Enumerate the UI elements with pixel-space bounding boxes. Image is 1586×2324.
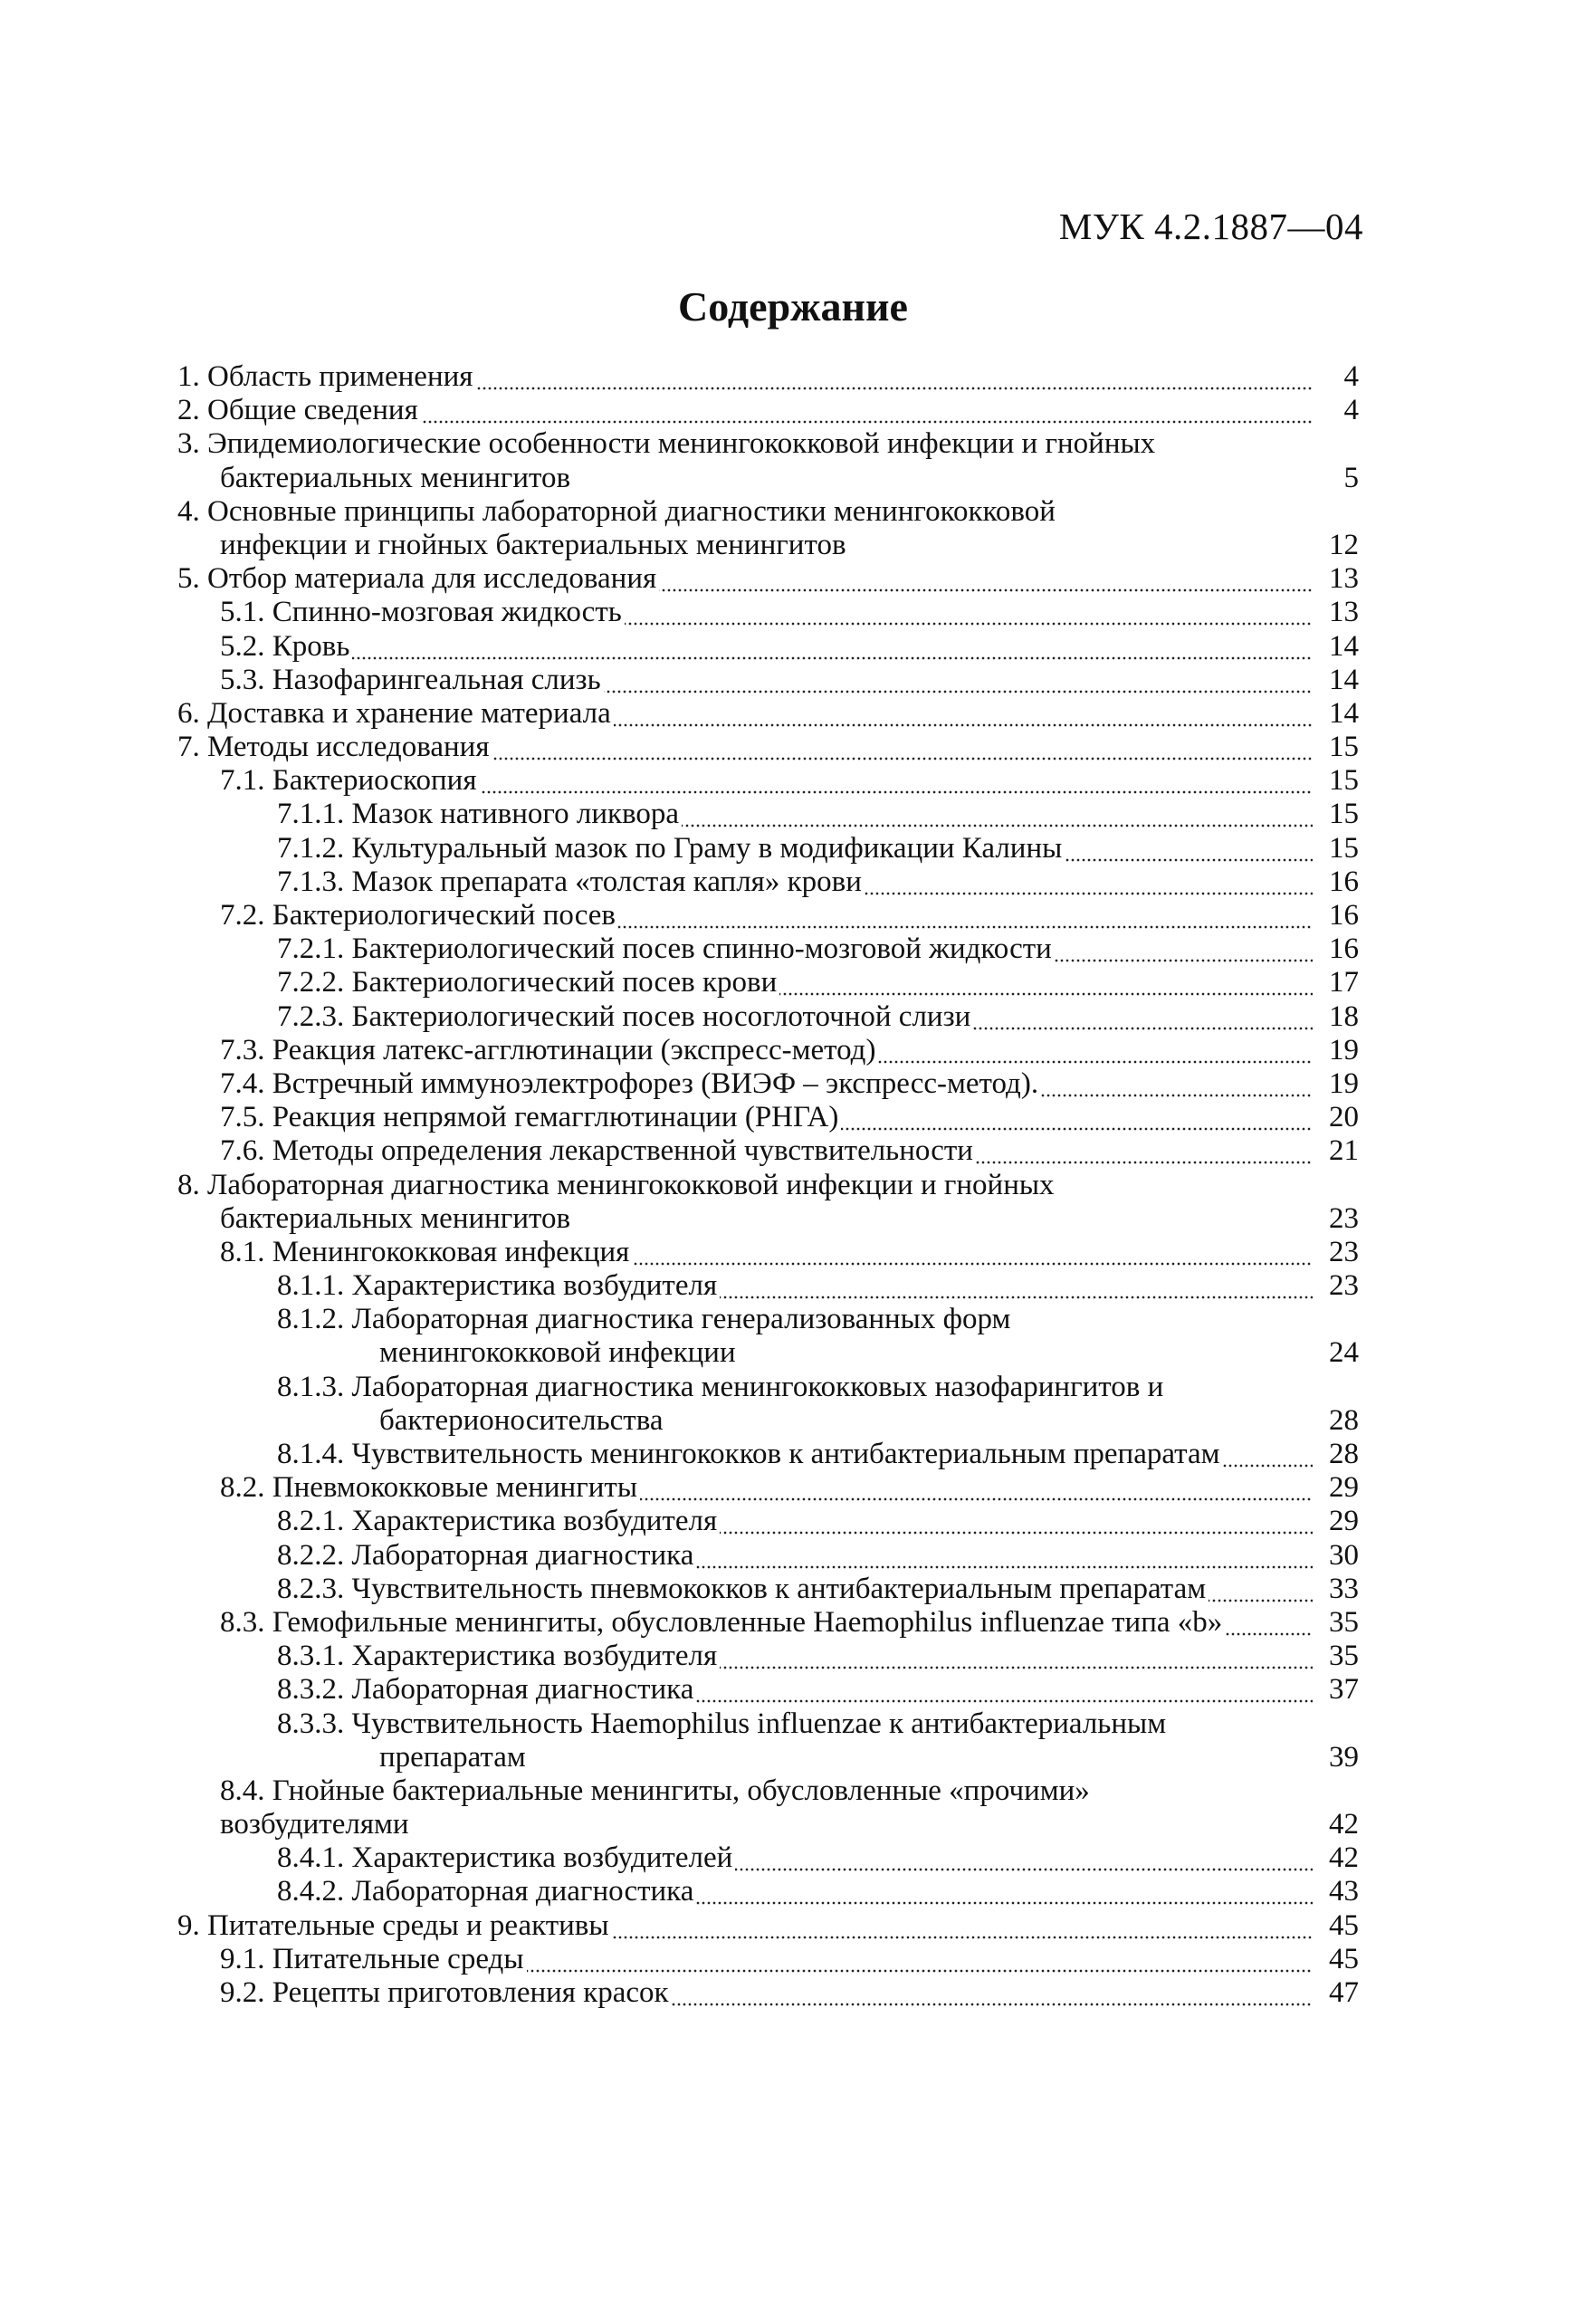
toc-entry-text: 8.1.1. Характеристика возбудителя bbox=[277, 1269, 720, 1302]
toc-entry-text: 5.2. Кровь bbox=[220, 630, 352, 663]
toc-entry-text: 5. Отбор материала для исследования bbox=[177, 562, 659, 595]
toc-entry-page: 18 bbox=[1329, 999, 1359, 1033]
toc-entry-page: 43 bbox=[1329, 1875, 1359, 1908]
toc-entry-text: 8.1. Менингококковая инфекция bbox=[220, 1236, 632, 1268]
toc-entry-label bbox=[220, 664, 1313, 697]
toc-entry-text: бактерионосительства bbox=[379, 1404, 666, 1437]
toc-entry-text: 5.1. Спинно-мозговая жидкость bbox=[220, 596, 625, 628]
toc-entry-page: 14 bbox=[1329, 629, 1359, 663]
toc-entry-text: 8.4.1. Характеристика возбудителей bbox=[277, 1841, 735, 1874]
toc-entry-text: 7.1.2. Культуральный мазок по Граму в модификации Калины bbox=[277, 832, 1065, 865]
toc-entry-label bbox=[277, 1673, 1313, 1707]
toc-entry-text: 2. Общие сведения bbox=[177, 394, 421, 426]
toc-entry-page: 24 bbox=[1329, 1336, 1359, 1370]
toc-entry-label bbox=[220, 1976, 1313, 2010]
toc-entry-page: 47 bbox=[1329, 1976, 1359, 2009]
toc-entry-label bbox=[177, 394, 1313, 427]
toc-entry-page: 13 bbox=[1329, 562, 1359, 596]
toc-entry-text: 8.4.2. Лабораторная диагностика bbox=[277, 1875, 696, 1908]
toc-entry bbox=[0, 1034, 1586, 1067]
toc-entry-label bbox=[277, 1640, 1313, 1673]
toc-entry-text: 7.4. Встречный иммуноэлектрофорез (ВИЭФ – экспресс-метод). bbox=[220, 1067, 1041, 1100]
toc-entry bbox=[0, 832, 1586, 866]
toc-entry-label bbox=[277, 1573, 1313, 1606]
toc-entry-page: 5 bbox=[1343, 461, 1359, 494]
toc-entry bbox=[0, 1134, 1586, 1168]
toc-entry-text: 7.1.1. Мазок нативного ликвора bbox=[277, 798, 682, 830]
toc-entry-page: 14 bbox=[1329, 663, 1359, 696]
toc-entry bbox=[0, 1573, 1586, 1606]
toc-entry-label bbox=[220, 1067, 1313, 1101]
toc-entry-text: 9. Питательные среды и реактивы bbox=[177, 1909, 612, 1942]
toc-entry bbox=[0, 932, 1586, 966]
toc-entry bbox=[0, 1336, 1586, 1370]
toc-entry bbox=[0, 1371, 1586, 1404]
toc-entry bbox=[0, 495, 1586, 529]
toc-entry bbox=[0, 1101, 1586, 1134]
toc-entry-text: 4. Основные принципы лабораторной диагностики менингококковой bbox=[177, 495, 1058, 528]
toc-entry-label bbox=[277, 966, 1313, 999]
toc-entry-text: 8.3. Гемофильные менингиты, обусловленные Haemophilus influenzae типа «b» bbox=[220, 1606, 1225, 1639]
toc-entry-page: 23 bbox=[1329, 1269, 1359, 1303]
toc-entry-text: 8.2.2. Лабораторная диагностика bbox=[277, 1539, 696, 1572]
toc-entry-text: 8.3.1. Характеристика возбудителя bbox=[277, 1640, 720, 1672]
toc-entry-page: 4 bbox=[1343, 394, 1359, 427]
page-title: Содержание bbox=[678, 283, 908, 330]
toc-entry-label bbox=[177, 1169, 1057, 1202]
toc-entry-text: препаратам bbox=[379, 1741, 529, 1774]
toc-entry-label bbox=[277, 1269, 1313, 1303]
toc-entry-label bbox=[220, 630, 1313, 664]
toc-entry-label bbox=[177, 731, 1313, 764]
toc-entry-text: 3. Эпидемиологические особенности менингококковой инфекции и гнойных bbox=[177, 427, 1158, 460]
toc-entry-label bbox=[220, 1134, 1313, 1168]
toc-entry-page: 33 bbox=[1329, 1572, 1359, 1605]
toc-entry-page: 28 bbox=[1329, 1438, 1359, 1470]
toc-entry bbox=[0, 462, 1586, 495]
toc-entry bbox=[0, 697, 1586, 731]
toc-entry bbox=[0, 562, 1586, 596]
toc-entry-label bbox=[277, 1000, 1313, 1034]
toc-entry-text: менингококковой инфекции bbox=[379, 1336, 739, 1369]
toc-entry-text: 7.2.1. Бактериологический посев спинно-мозговой жидкости bbox=[277, 932, 1055, 965]
toc-entry-text: 5.3. Назофарингеальная слизь bbox=[220, 664, 604, 696]
toc-entry-page: 42 bbox=[1329, 1808, 1359, 1841]
toc-entry-label bbox=[177, 1909, 1313, 1943]
toc-entry-text: 8.3.3. Чувствительность Haemophilus influenzae к антибактериальным bbox=[277, 1707, 1169, 1740]
toc-entry-label bbox=[277, 1539, 1313, 1573]
toc-entry-label bbox=[177, 427, 1158, 461]
toc-entry-text: 7.2.3. Бактериологический посев носоглоточной слизи bbox=[277, 1000, 973, 1033]
toc-entry-page: 35 bbox=[1329, 1605, 1359, 1639]
toc-entry-page: 16 bbox=[1329, 865, 1359, 898]
toc-entry-page: 17 bbox=[1329, 966, 1359, 999]
toc-entry-text: 8.2.3. Чувствительность пневмококков к антибактериальным препаратам bbox=[277, 1573, 1209, 1605]
toc-entry bbox=[0, 1841, 1586, 1875]
toc-entry bbox=[0, 1539, 1586, 1573]
toc-entry-label bbox=[220, 529, 1313, 562]
toc-entry-page: 37 bbox=[1329, 1673, 1359, 1707]
toc-entry bbox=[0, 1741, 1586, 1774]
toc-entry-label bbox=[220, 1101, 1313, 1134]
toc-entry-text: 9.1. Питательные среды bbox=[220, 1943, 527, 1975]
toc-entry-page: 35 bbox=[1329, 1640, 1359, 1673]
toc-entry-text: 8.4. Гнойные бактериальные менингиты, обусловленные «прочими» bbox=[220, 1774, 1093, 1807]
toc-entry-page: 28 bbox=[1329, 1403, 1359, 1437]
toc-entry-text: 8.1.2. Лабораторная диагностика генерализованных форм bbox=[277, 1303, 1013, 1335]
toc-entry-page: 4 bbox=[1343, 360, 1359, 393]
toc-entry bbox=[0, 1673, 1586, 1707]
toc-entry-label bbox=[177, 360, 1313, 394]
toc-entry-page: 19 bbox=[1329, 1033, 1359, 1066]
toc-entry bbox=[0, 1471, 1586, 1505]
toc-entry bbox=[0, 1640, 1586, 1673]
toc-entry-label bbox=[220, 462, 1313, 495]
toc-entry-page: 16 bbox=[1329, 899, 1359, 932]
toc-entry-label bbox=[277, 932, 1313, 966]
toc-entry-label bbox=[277, 1371, 1166, 1404]
toc-entry-text: 8.1.4. Чувствительность менингококков к антибактериальным препаратам bbox=[277, 1438, 1223, 1470]
toc-entry-text: 7.1.3. Мазок препарата «толстая капля» крови bbox=[277, 866, 865, 898]
toc-entry bbox=[0, 764, 1586, 798]
toc-entry bbox=[0, 664, 1586, 697]
toc-entry bbox=[0, 596, 1586, 629]
document-code: МУК 4.2.1887—04 bbox=[1058, 206, 1363, 247]
toc-entry-page: 45 bbox=[1329, 1908, 1359, 1942]
toc-entry-page: 23 bbox=[1329, 1201, 1359, 1235]
toc-entry bbox=[0, 1606, 1586, 1640]
toc-entry bbox=[0, 1505, 1586, 1538]
toc-entry-text: 8.1.3. Лабораторная диагностика менингококковых назофарингитов и bbox=[277, 1371, 1166, 1403]
toc-entry-label bbox=[220, 1606, 1313, 1640]
toc-entry-label bbox=[220, 1034, 1313, 1067]
toc-entry-page: 21 bbox=[1329, 1134, 1359, 1168]
toc-entry bbox=[0, 529, 1586, 562]
toc-entry bbox=[0, 1438, 1586, 1471]
toc-entry-page: 29 bbox=[1329, 1505, 1359, 1538]
toc-entry-text: 7.5. Реакция непрямой гемагглютинации (РНГА) bbox=[220, 1101, 841, 1133]
toc-entry-text: 7.1. Бактериоскопия bbox=[220, 764, 480, 797]
toc-entry-label bbox=[277, 832, 1313, 866]
toc-entry-page: 30 bbox=[1329, 1538, 1359, 1572]
toc-entry bbox=[0, 1067, 1586, 1101]
toc-entry-text: 7.6. Методы определения лекарственной чувствительности bbox=[220, 1134, 976, 1167]
toc-entry-label bbox=[277, 1438, 1313, 1471]
toc-entry-label bbox=[177, 495, 1058, 529]
toc-entry bbox=[0, 427, 1586, 461]
toc-entry-page: 13 bbox=[1329, 596, 1359, 629]
toc-entry-page: 15 bbox=[1329, 798, 1359, 831]
toc-entry-page: 15 bbox=[1329, 731, 1359, 764]
toc-entry bbox=[0, 1808, 1586, 1841]
toc-entry-text: 1. Область применения bbox=[177, 360, 475, 393]
toc-entry-label bbox=[220, 899, 1313, 932]
toc-entry bbox=[0, 630, 1586, 664]
toc-entry bbox=[0, 1169, 1586, 1202]
toc-entry-label bbox=[379, 1336, 1313, 1370]
toc-entry-text: бактериальных менингитов bbox=[220, 462, 573, 494]
toc-entry bbox=[0, 1000, 1586, 1034]
toc-entry-page: 23 bbox=[1329, 1235, 1359, 1268]
toc-entry bbox=[0, 394, 1586, 427]
toc-entry-text: 8. Лабораторная диагностика менингококковой инфекции и гнойных bbox=[177, 1169, 1057, 1201]
toc-entry-text: 7.3. Реакция латекс-агглютинации (экспресс-метод) bbox=[220, 1034, 878, 1066]
toc-entry-label bbox=[277, 1505, 1313, 1538]
toc-entry-label bbox=[220, 1808, 1313, 1841]
toc-entry-text: 8.3.2. Лабораторная диагностика bbox=[277, 1673, 696, 1706]
toc-entry-label bbox=[220, 764, 1313, 798]
toc-entry-text: 7.2.2. Бактериологический посев крови bbox=[277, 966, 779, 999]
toc-entry-page: 42 bbox=[1329, 1841, 1359, 1875]
toc-entry-label bbox=[220, 1943, 1313, 1976]
toc-entry-text: бактериальных менингитов bbox=[220, 1202, 573, 1235]
toc-entry-label bbox=[379, 1404, 1313, 1438]
toc-entry-page: 12 bbox=[1329, 528, 1359, 561]
toc-entry bbox=[0, 1303, 1586, 1336]
toc-entry-label bbox=[277, 1707, 1169, 1741]
toc-entry-label bbox=[220, 1236, 1313, 1269]
toc-entry-text: 8.2. Пневмококковые менингиты bbox=[220, 1471, 640, 1504]
toc-entry-label bbox=[277, 866, 1313, 899]
toc-entry-label bbox=[220, 596, 1313, 629]
toc-entry bbox=[0, 1909, 1586, 1943]
toc-entry-label bbox=[177, 562, 1313, 596]
toc-entry-page: 14 bbox=[1329, 696, 1359, 730]
toc-entry-label bbox=[379, 1741, 1313, 1774]
toc-entry-page: 29 bbox=[1329, 1471, 1359, 1505]
toc-entry bbox=[0, 1404, 1586, 1438]
toc-entry-page: 20 bbox=[1329, 1101, 1359, 1134]
toc-entry bbox=[0, 1202, 1586, 1236]
toc-entry bbox=[0, 360, 1586, 394]
toc-entry-text: 6. Доставка и хранение материала bbox=[177, 697, 614, 730]
toc-entry-label bbox=[277, 1303, 1013, 1336]
toc-entry bbox=[0, 1236, 1586, 1269]
toc-entry bbox=[0, 731, 1586, 764]
table-of-contents bbox=[0, 360, 1586, 2010]
toc-entry-label bbox=[220, 1202, 1313, 1236]
toc-entry-page: 39 bbox=[1329, 1740, 1359, 1774]
toc-entry-label bbox=[177, 697, 1313, 731]
toc-entry-text: возбудителями bbox=[220, 1808, 412, 1841]
toc-entry-label bbox=[220, 1774, 1093, 1808]
toc-entry bbox=[0, 1774, 1586, 1808]
toc-entry-page: 15 bbox=[1329, 831, 1359, 865]
toc-entry-text: 8.2.1. Характеристика возбудителя bbox=[277, 1505, 720, 1537]
toc-entry-label bbox=[277, 1875, 1313, 1908]
toc-entry-page: 15 bbox=[1329, 764, 1359, 798]
toc-entry-page: 19 bbox=[1329, 1066, 1359, 1100]
toc-entry-label bbox=[277, 1841, 1313, 1875]
toc-entry bbox=[0, 899, 1586, 932]
toc-entry bbox=[0, 1269, 1586, 1303]
toc-entry-label bbox=[277, 798, 1313, 831]
toc-entry bbox=[0, 866, 1586, 899]
toc-entry bbox=[0, 966, 1586, 999]
toc-entry bbox=[0, 1943, 1586, 1976]
toc-entry-text: 9.2. Рецепты приготовления красок bbox=[220, 1976, 672, 2009]
toc-entry bbox=[0, 1875, 1586, 1908]
toc-entry bbox=[0, 798, 1586, 831]
toc-entry-label bbox=[220, 1471, 1313, 1505]
toc-entry-text: 7. Методы исследования bbox=[177, 731, 492, 763]
toc-entry-page: 45 bbox=[1329, 1942, 1359, 1975]
toc-entry-page: 16 bbox=[1329, 932, 1359, 966]
toc-entry bbox=[0, 1976, 1586, 2010]
toc-entry-text: 7.2. Бактериологический посев bbox=[220, 899, 618, 932]
toc-entry bbox=[0, 1707, 1586, 1741]
toc-entry-text: инфекции и гнойных бактериальных менингитов bbox=[220, 529, 849, 561]
